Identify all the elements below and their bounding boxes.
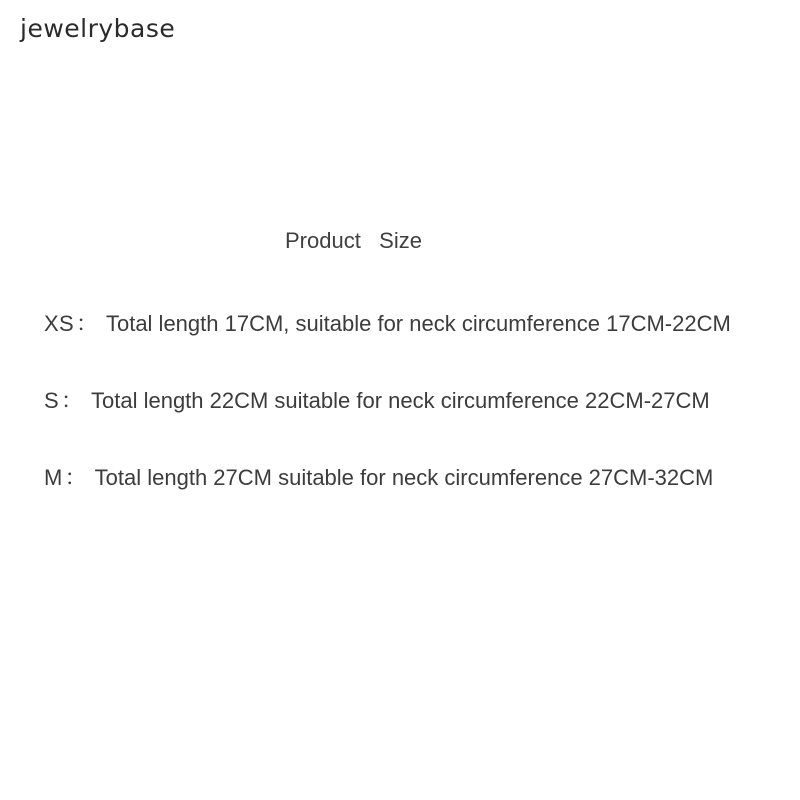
size-label: M bbox=[44, 465, 63, 490]
size-label: S bbox=[44, 388, 59, 413]
brand-watermark: jewelrybase bbox=[20, 14, 176, 43]
size-line-m bbox=[44, 461, 713, 492]
size-separator: ： bbox=[64, 465, 87, 490]
size-description: Total length 27CM suitable for neck circumference 27CM-32CM bbox=[94, 465, 714, 490]
size-separator: ： bbox=[60, 388, 83, 413]
size-line-xs bbox=[44, 307, 731, 338]
size-line-s bbox=[44, 384, 710, 415]
size-description: Total length 17CM, suitable for neck circumference 17CM-22CM bbox=[105, 311, 731, 336]
size-separator: ： bbox=[75, 311, 98, 336]
size-description: Total length 22CM suitable for neck circumference 22CM-27CM bbox=[91, 388, 710, 413]
page-title: Product Size bbox=[285, 228, 422, 253]
size-label: XS bbox=[44, 311, 74, 336]
